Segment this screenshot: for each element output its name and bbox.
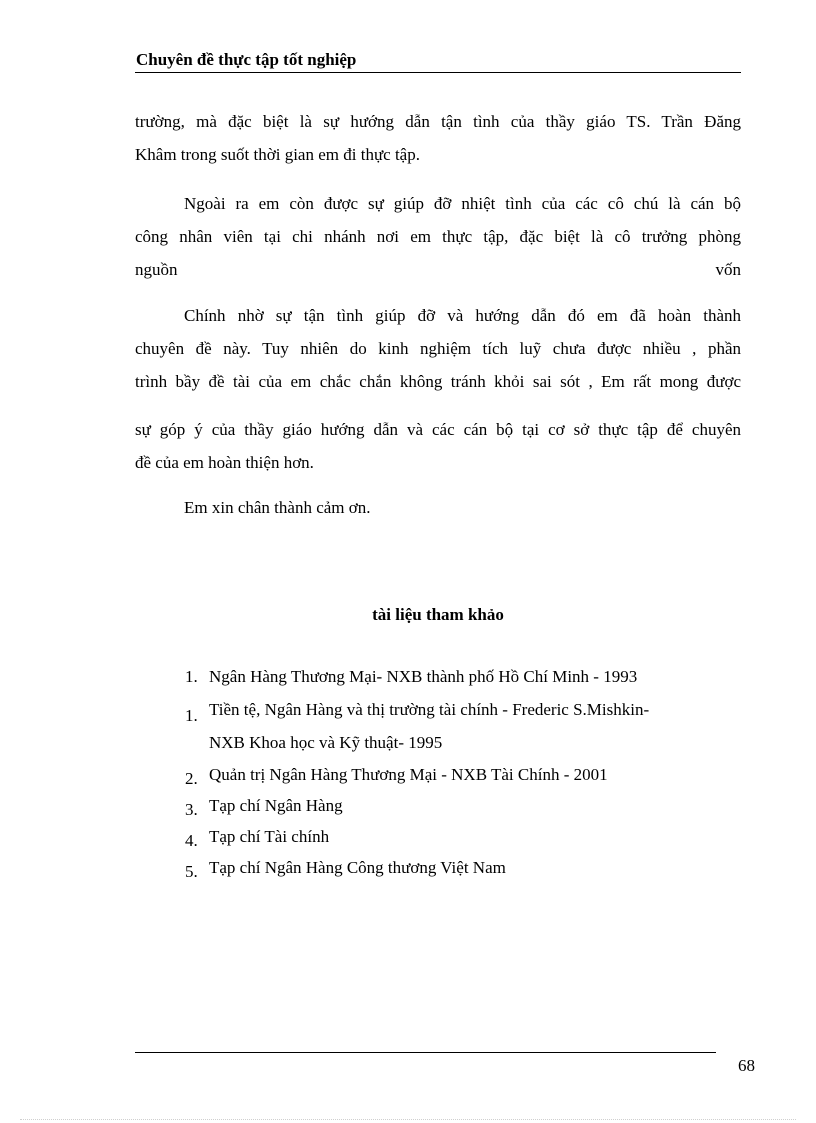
list-item-text: Quản trị Ngân Hàng Thương Mại - NXB Tài Chính - 2001 [209, 765, 608, 784]
paragraph-line: Ngoài ra em còn được sự giúp đỡ nhiệt tình của các cô chú là cán bộ [184, 194, 741, 213]
paragraph-line: chuyên đề này. Tuy nhiên do kinh nghiệm tích luỹ chưa được nhiều , phần [135, 339, 741, 358]
list-item-number: 3. [185, 800, 198, 819]
list-item-number: 5. [185, 862, 198, 881]
list-item-number: 1. [185, 706, 198, 725]
list-item [185, 852, 741, 883]
paragraph-line: đề của em hoàn thiện hơn. [135, 453, 314, 472]
paragraph-line: công nhân viên tại chi nhánh nơi em thực tập, đặc biệt là cô trưởng phòng [135, 227, 741, 246]
paragraph-line: trường, mà đặc biệt là sự hướng dẫn tận tình của thầy giáo TS. Trần Đăng [135, 112, 741, 131]
list-item-text: Ngân Hàng Thương Mại- NXB thành phố Hồ Chí Minh - 1993 [209, 667, 638, 686]
paragraph-line [135, 253, 741, 286]
list-item [185, 660, 741, 693]
paragraph-line: Em xin chân thành cảm ơn. [184, 498, 371, 517]
list-item-text: Tiền tệ, Ngân Hàng và thị trường tài chính - Frederic S.Mishkin- [209, 700, 650, 719]
list-item [185, 759, 741, 790]
word-left: nguồn [135, 260, 178, 279]
list-item-number: 4. [185, 831, 198, 850]
word-right: vốn [715, 260, 741, 279]
page-header [135, 48, 741, 73]
references-list [185, 660, 741, 883]
list-item-text: Tạp chí Tài chính [209, 827, 330, 846]
list-item [185, 790, 741, 821]
paragraph-line: sự góp ý của thầy giáo hướng dẫn và các cán bộ tại cơ sở thực tập để chuyên [135, 420, 741, 439]
page-number: 68 [738, 1056, 755, 1075]
header-title: Chuyên đề thực tập tốt nghiệp [136, 50, 357, 69]
paragraph-3 [135, 299, 741, 479]
paragraph-1 [135, 105, 741, 171]
list-item-text: Tạp chí Ngân Hàng [209, 796, 343, 815]
list-item-text: Tạp chí Ngân Hàng Công thương Việt Nam [209, 858, 506, 877]
list-item-number: 1. [185, 667, 198, 686]
list-item [185, 821, 741, 852]
paragraph-line: trình bầy đề tài của em chắc chắn không tránh khỏi sai sót , Em rất mong được [135, 372, 741, 391]
paragraph-line: Khâm trong suốt thời gian em đi thực tập. [135, 145, 420, 164]
page-edge [20, 1119, 796, 1120]
paragraph-4 [135, 491, 741, 524]
paragraph-line: Chính nhờ sự tận tình giúp đỡ và hướng dẫn đó em đã hoàn thành [184, 306, 741, 325]
paragraph-2 [135, 187, 741, 286]
list-item [185, 693, 741, 759]
list-item-text: NXB Khoa học và Kỹ thuật- 1995 [209, 733, 443, 752]
references-title: tài liệu tham khảo [372, 605, 504, 624]
footer-divider [135, 1052, 716, 1053]
list-item-number: 2. [185, 769, 198, 788]
